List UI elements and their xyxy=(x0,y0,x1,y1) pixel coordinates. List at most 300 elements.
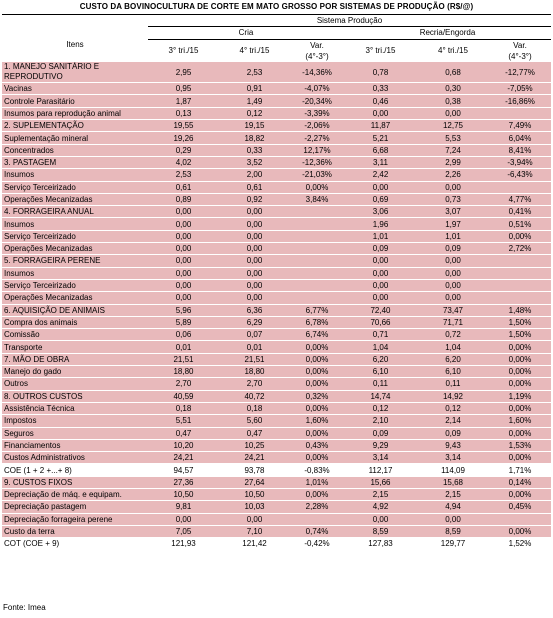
var-header-cria: Var. xyxy=(290,39,344,51)
table-row xyxy=(2,218,551,230)
table-row xyxy=(2,95,551,107)
recria-q4-cell: 0,00 xyxy=(417,255,489,267)
recria-var-cell: 1,60% xyxy=(489,415,551,427)
recria-q4-cell: 2,14 xyxy=(417,415,489,427)
recria-q3-cell: 3,14 xyxy=(344,452,417,464)
q3-header-cria: 3° tri./15 xyxy=(148,39,219,62)
recria-q3-cell: 2,10 xyxy=(344,415,417,427)
recria-q4-cell: 0,00 xyxy=(417,181,489,193)
row-label: Operações Mecanizadas xyxy=(2,193,148,205)
table-row xyxy=(2,243,551,255)
q4-header-cria: 4° tri./15 xyxy=(219,39,290,62)
cria-q4-cell: 3,52 xyxy=(219,156,290,168)
cria-q3-cell: 0,89 xyxy=(148,193,219,205)
var-sub-header-cria: (4°-3°) xyxy=(290,51,344,62)
recria-q3-cell: 0,69 xyxy=(344,193,417,205)
recria-q3-cell: 9,29 xyxy=(344,439,417,451)
cria-q3-cell: 1,87 xyxy=(148,95,219,107)
recria-q3-cell: 11,87 xyxy=(344,120,417,132)
table-row xyxy=(2,316,551,328)
cria-q4-cell: 0,01 xyxy=(219,341,290,353)
recria-q3-cell: 70,66 xyxy=(344,316,417,328)
cria-q4-cell: 0,18 xyxy=(219,402,290,414)
cria-q3-cell: 0,00 xyxy=(148,513,219,525)
recria-q3-cell: 1,04 xyxy=(344,341,417,353)
cria-q4-cell: 21,51 xyxy=(219,353,290,365)
table-row xyxy=(2,132,551,144)
recria-q3-cell: 4,92 xyxy=(344,501,417,513)
row-label: Compra dos animais xyxy=(2,316,148,328)
cria-q3-cell: 0,00 xyxy=(148,218,219,230)
cria-q3-cell: 0,61 xyxy=(148,181,219,193)
cria-q4-cell: 2,53 xyxy=(219,62,290,83)
cria-var-cell xyxy=(290,267,344,279)
table-row xyxy=(2,193,551,205)
recria-var-cell: 0,00% xyxy=(489,427,551,439)
recria-q4-cell: 1,01 xyxy=(417,230,489,242)
cria-var-cell: 6,78% xyxy=(290,316,344,328)
cria-q3-cell: 0,18 xyxy=(148,402,219,414)
row-label: COE (1 + 2 +...+ 8) xyxy=(2,464,148,476)
cria-var-cell xyxy=(290,230,344,242)
row-label: 1. MANEJO SANITÁRIO E REPRODUTIVO xyxy=(2,62,148,83)
row-label: Custo da terra xyxy=(2,525,148,537)
cria-var-cell: 0,00% xyxy=(290,402,344,414)
recria-var-cell: 0,14% xyxy=(489,476,551,488)
row-label: Transporte xyxy=(2,341,148,353)
cria-var-cell: 0,00% xyxy=(290,488,344,500)
recria-q3-cell: 0,00 xyxy=(344,107,417,119)
table-row xyxy=(2,169,551,181)
recria-q3-cell: 3,11 xyxy=(344,156,417,168)
cria-q4-cell: 0,47 xyxy=(219,427,290,439)
recria-var-cell: 0,00% xyxy=(489,230,551,242)
cria-q3-cell: 0,13 xyxy=(148,107,219,119)
cria-var-cell: 2,28% xyxy=(290,501,344,513)
recria-q3-cell: 1,96 xyxy=(344,218,417,230)
cria-q3-cell: 0,95 xyxy=(148,83,219,95)
row-label: Financiamentos xyxy=(2,439,148,451)
recria-var-cell: -12,77% xyxy=(489,62,551,83)
cria-q3-cell: 5,89 xyxy=(148,316,219,328)
row-label: 2. SUPLEMENTAÇÃO xyxy=(2,120,148,132)
table-row xyxy=(2,439,551,451)
recria-var-cell: 1,53% xyxy=(489,439,551,451)
cria-q4-cell: 19,15 xyxy=(219,120,290,132)
recria-var-cell: 8,41% xyxy=(489,144,551,156)
cria-q3-cell: 0,00 xyxy=(148,292,219,304)
recria-q3-cell: 0,00 xyxy=(344,255,417,267)
cria-var-cell xyxy=(290,255,344,267)
cria-q3-cell: 0,00 xyxy=(148,230,219,242)
row-label: COT (COE + 9) xyxy=(2,538,148,550)
cria-q3-cell: 0,00 xyxy=(148,255,219,267)
table-row xyxy=(2,230,551,242)
recria-q4-cell: 12,75 xyxy=(417,120,489,132)
row-label: Serviço Terceirizado xyxy=(2,279,148,291)
recria-q3-cell: 0,00 xyxy=(344,267,417,279)
recria-q3-cell: 0,12 xyxy=(344,402,417,414)
cria-var-cell xyxy=(290,292,344,304)
recria-var-cell: -3,94% xyxy=(489,156,551,168)
row-label: Manejo do gado xyxy=(2,366,148,378)
recria-q4-cell: 73,47 xyxy=(417,304,489,316)
recria-var-cell xyxy=(489,513,551,525)
cria-q4-cell: 0,92 xyxy=(219,193,290,205)
table-row xyxy=(2,501,551,513)
recria-q4-cell: 8,59 xyxy=(417,525,489,537)
recria-var-cell: 0,00% xyxy=(489,341,551,353)
cria-var-cell: -2,06% xyxy=(290,120,344,132)
cria-q4-cell: 5,60 xyxy=(219,415,290,427)
cria-q4-cell: 0,00 xyxy=(219,513,290,525)
recria-var-cell: 0,00% xyxy=(489,366,551,378)
cria-q3-cell: 7,05 xyxy=(148,525,219,537)
cria-q4-cell: 18,82 xyxy=(219,132,290,144)
cria-var-cell: -20,34% xyxy=(290,95,344,107)
recria-q3-cell: 0,71 xyxy=(344,329,417,341)
recria-var-cell: 0,51% xyxy=(489,218,551,230)
recria-q3-cell: 1,01 xyxy=(344,230,417,242)
q3-header-recria: 3° tri./15 xyxy=(344,39,417,62)
cria-q4-cell: 2,00 xyxy=(219,169,290,181)
recria-var-cell: 0,00% xyxy=(489,525,551,537)
recria-q3-cell: 112,17 xyxy=(344,464,417,476)
recria-q4-cell: 3,07 xyxy=(417,206,489,218)
cria-q3-cell: 2,70 xyxy=(148,378,219,390)
cria-q4-cell: 27,64 xyxy=(219,476,290,488)
row-label: Impostos xyxy=(2,415,148,427)
cria-q4-cell: 93,78 xyxy=(219,464,290,476)
recria-var-cell: 1,50% xyxy=(489,316,551,328)
cria-q3-cell: 10,20 xyxy=(148,439,219,451)
cria-q4-cell: 0,00 xyxy=(219,230,290,242)
recria-q3-cell: 0,11 xyxy=(344,378,417,390)
cria-q3-cell: 9,81 xyxy=(148,501,219,513)
cria-q3-cell: 10,50 xyxy=(148,488,219,500)
cria-var-cell: 0,74% xyxy=(290,525,344,537)
table-row xyxy=(2,353,551,365)
table-row xyxy=(2,304,551,316)
row-label: Controle Parasitário xyxy=(2,95,148,107)
row-label: 7. MÃO DE OBRA xyxy=(2,353,148,365)
cria-q3-cell: 0,00 xyxy=(148,267,219,279)
recria-q4-cell: 3,14 xyxy=(417,452,489,464)
cria-q3-cell: 0,01 xyxy=(148,341,219,353)
recria-q3-cell: 0,33 xyxy=(344,83,417,95)
row-label: Serviço Terceirizado xyxy=(2,181,148,193)
recria-q3-cell: 6,68 xyxy=(344,144,417,156)
recria-q4-cell: 4,94 xyxy=(417,501,489,513)
cria-var-cell: 6,77% xyxy=(290,304,344,316)
table-row xyxy=(2,279,551,291)
recria-q4-cell: 2,15 xyxy=(417,488,489,500)
table-row xyxy=(2,292,551,304)
table-row xyxy=(2,452,551,464)
cria-var-cell: -4,07% xyxy=(290,83,344,95)
table-row xyxy=(2,366,551,378)
recria-q4-cell: 1,97 xyxy=(417,218,489,230)
recria-q4-cell: 2,26 xyxy=(417,169,489,181)
cria-q3-cell: 2,53 xyxy=(148,169,219,181)
q4-header-recria: 4° tri./15 xyxy=(417,39,489,62)
table-row xyxy=(2,255,551,267)
table-row xyxy=(2,427,551,439)
recria-var-cell: 0,00% xyxy=(489,452,551,464)
cria-q4-cell: 2,70 xyxy=(219,378,290,390)
recria-var-cell xyxy=(489,107,551,119)
recria-q4-cell: 0,09 xyxy=(417,427,489,439)
cria-var-cell: 0,00% xyxy=(290,341,344,353)
table-row xyxy=(2,206,551,218)
recria-q4-cell: 7,24 xyxy=(417,144,489,156)
recria-q3-cell: 8,59 xyxy=(344,525,417,537)
recria-q4-cell: 0,73 xyxy=(417,193,489,205)
recria-q3-cell: 15,66 xyxy=(344,476,417,488)
cria-var-cell: 0,00% xyxy=(290,427,344,439)
table-row xyxy=(2,341,551,353)
recria-q4-cell: 0,00 xyxy=(417,107,489,119)
cria-q3-cell: 4,02 xyxy=(148,156,219,168)
table-row xyxy=(2,538,551,550)
table-title: CUSTO DA BOVINOCULTURA DE CORTE EM MATO GROSSO POR SISTEMAS DE PRODUÇÃO (R$/@) xyxy=(79,2,474,11)
cria-q3-cell: 94,57 xyxy=(148,464,219,476)
row-label: Depreciação forrageira perene xyxy=(2,513,148,525)
cria-q4-cell: 0,07 xyxy=(219,329,290,341)
row-label: Custos Administrativos xyxy=(2,452,148,464)
cria-var-cell xyxy=(290,206,344,218)
row-label: 3. PASTAGEM xyxy=(2,156,148,168)
cria-q3-cell: 19,55 xyxy=(148,120,219,132)
cria-q4-cell: 0,00 xyxy=(219,218,290,230)
recria-var-cell: 0,00% xyxy=(489,402,551,414)
cria-var-cell: -3,39% xyxy=(290,107,344,119)
recria-var-cell: 4,77% xyxy=(489,193,551,205)
recria-header: Recria/Engorda xyxy=(344,27,551,39)
row-label: Concentrados xyxy=(2,144,148,156)
cria-var-cell: 0,00% xyxy=(290,378,344,390)
cria-q4-cell: 0,91 xyxy=(219,83,290,95)
recria-q3-cell: 0,00 xyxy=(344,292,417,304)
recria-var-cell: 0,00% xyxy=(489,353,551,365)
var-header-recria: Var. xyxy=(489,39,551,51)
recria-q3-cell: 6,20 xyxy=(344,353,417,365)
cria-var-cell: 1,01% xyxy=(290,476,344,488)
recria-q4-cell: 0,72 xyxy=(417,329,489,341)
recria-q3-cell: 0,00 xyxy=(344,279,417,291)
row-label: Depreciação pastagem xyxy=(2,501,148,513)
table-row xyxy=(2,120,551,132)
cria-q4-cell: 10,25 xyxy=(219,439,290,451)
recria-var-cell: 1,71% xyxy=(489,464,551,476)
cria-var-cell xyxy=(290,279,344,291)
cria-var-cell xyxy=(290,218,344,230)
cria-q3-cell: 40,59 xyxy=(148,390,219,402)
cria-q4-cell: 0,00 xyxy=(219,255,290,267)
recria-var-cell: 0,45% xyxy=(489,501,551,513)
header-spacer xyxy=(2,15,148,27)
recria-var-cell: 0,00% xyxy=(489,488,551,500)
cria-var-cell: 0,00% xyxy=(290,181,344,193)
cria-var-cell: 0,00% xyxy=(290,353,344,365)
recria-q4-cell: 6,10 xyxy=(417,366,489,378)
cria-q4-cell: 1,49 xyxy=(219,95,290,107)
row-label: 6. AQUISIÇÃO DE ANIMAIS xyxy=(2,304,148,316)
cria-q4-cell: 0,00 xyxy=(219,243,290,255)
recria-q4-cell: 0,38 xyxy=(417,95,489,107)
row-label: 8. OUTROS CUSTOS xyxy=(2,390,148,402)
cria-var-cell: 0,32% xyxy=(290,390,344,402)
row-label: Assistência Técnica xyxy=(2,402,148,414)
recria-var-cell: 6,04% xyxy=(489,132,551,144)
cria-var-cell: 0,00% xyxy=(290,366,344,378)
table-row xyxy=(2,107,551,119)
recria-q3-cell: 3,06 xyxy=(344,206,417,218)
recria-q3-cell: 14,74 xyxy=(344,390,417,402)
cria-q3-cell: 0,00 xyxy=(148,243,219,255)
items-header: Itens xyxy=(2,27,148,62)
recria-q4-cell: 0,00 xyxy=(417,292,489,304)
cost-table xyxy=(2,14,551,550)
recria-q4-cell: 2,99 xyxy=(417,156,489,168)
row-label: Operações Mecanizadas xyxy=(2,243,148,255)
row-label: Insumos xyxy=(2,169,148,181)
cria-var-cell: 0,43% xyxy=(290,439,344,451)
row-label: Insumos xyxy=(2,267,148,279)
recria-var-cell: -6,43% xyxy=(489,169,551,181)
table-row xyxy=(2,390,551,402)
table-row xyxy=(2,144,551,156)
cria-q4-cell: 0,33 xyxy=(219,144,290,156)
recria-q4-cell: 0,00 xyxy=(417,513,489,525)
row-label: 4. FORRAGEIRA ANUAL xyxy=(2,206,148,218)
cria-q4-cell: 0,00 xyxy=(219,292,290,304)
cria-q3-cell: 19,26 xyxy=(148,132,219,144)
cria-var-cell: -14,36% xyxy=(290,62,344,83)
recria-q4-cell: 0,68 xyxy=(417,62,489,83)
recria-q4-cell: 0,30 xyxy=(417,83,489,95)
var-sub-header-recria: (4°-3°) xyxy=(489,51,551,62)
recria-q4-cell: 0,12 xyxy=(417,402,489,414)
cria-q4-cell: 0,61 xyxy=(219,181,290,193)
row-label: Operações Mecanizadas xyxy=(2,292,148,304)
cria-q3-cell: 24,21 xyxy=(148,452,219,464)
row-label: 9. CUSTOS FIXOS xyxy=(2,476,148,488)
cria-q3-cell: 0,47 xyxy=(148,427,219,439)
row-label: Vacinas xyxy=(2,83,148,95)
cria-q4-cell: 24,21 xyxy=(219,452,290,464)
recria-var-cell: 1,52% xyxy=(489,538,551,550)
cria-q3-cell: 5,51 xyxy=(148,415,219,427)
recria-q4-cell: 5,53 xyxy=(417,132,489,144)
row-label: Insumos xyxy=(2,218,148,230)
cria-q4-cell: 10,03 xyxy=(219,501,290,513)
row-label: Insumos para reprodução animal xyxy=(2,107,148,119)
cria-q4-cell: 18,80 xyxy=(219,366,290,378)
system-header: Sistema Produção xyxy=(148,15,551,27)
cria-header: Cria xyxy=(148,27,344,39)
cria-var-cell: 6,74% xyxy=(290,329,344,341)
row-label: Suplementação mineral xyxy=(2,132,148,144)
recria-q4-cell: 114,09 xyxy=(417,464,489,476)
cria-var-cell: -2,27% xyxy=(290,132,344,144)
cria-q4-cell: 0,00 xyxy=(219,206,290,218)
cria-var-cell: -21,03% xyxy=(290,169,344,181)
recria-q3-cell: 0,00 xyxy=(344,181,417,193)
cria-q3-cell: 2,95 xyxy=(148,62,219,83)
recria-q4-cell: 0,11 xyxy=(417,378,489,390)
cria-q3-cell: 0,29 xyxy=(148,144,219,156)
cria-var-cell: -12,36% xyxy=(290,156,344,168)
recria-q4-cell: 71,71 xyxy=(417,316,489,328)
cria-q4-cell: 0,00 xyxy=(219,267,290,279)
cria-q4-cell: 6,29 xyxy=(219,316,290,328)
recria-var-cell: 1,19% xyxy=(489,390,551,402)
cria-var-cell: 1,60% xyxy=(290,415,344,427)
row-label: Comissão xyxy=(2,329,148,341)
cria-q3-cell: 27,36 xyxy=(148,476,219,488)
recria-q3-cell: 0,78 xyxy=(344,62,417,83)
recria-var-cell: 7,49% xyxy=(489,120,551,132)
recria-q3-cell: 0,46 xyxy=(344,95,417,107)
cria-q3-cell: 18,80 xyxy=(148,366,219,378)
recria-var-cell xyxy=(489,292,551,304)
row-label: Outros xyxy=(2,378,148,390)
recria-var-cell: 1,50% xyxy=(489,329,551,341)
cria-q4-cell: 40,72 xyxy=(219,390,290,402)
recria-var-cell: 0,41% xyxy=(489,206,551,218)
recria-q3-cell: 127,83 xyxy=(344,538,417,550)
recria-q3-cell: 5,21 xyxy=(344,132,417,144)
cria-var-cell: -0,83% xyxy=(290,464,344,476)
recria-q3-cell: 2,42 xyxy=(344,169,417,181)
recria-q3-cell: 0,00 xyxy=(344,513,417,525)
table-row xyxy=(2,488,551,500)
row-label: Seguros xyxy=(2,427,148,439)
cria-q4-cell: 10,50 xyxy=(219,488,290,500)
recria-var-cell: 0,00% xyxy=(489,378,551,390)
table-row xyxy=(2,415,551,427)
table-row xyxy=(2,267,551,279)
recria-q3-cell: 0,09 xyxy=(344,427,417,439)
recria-q4-cell: 6,20 xyxy=(417,353,489,365)
recria-q4-cell: 0,00 xyxy=(417,279,489,291)
recria-q4-cell: 14,92 xyxy=(417,390,489,402)
cria-q3-cell: 121,93 xyxy=(148,538,219,550)
table-row xyxy=(2,402,551,414)
recria-var-cell: 2,72% xyxy=(489,243,551,255)
cria-var-cell: 3,84% xyxy=(290,193,344,205)
cria-q4-cell: 0,12 xyxy=(219,107,290,119)
recria-q4-cell: 0,09 xyxy=(417,243,489,255)
table-row xyxy=(2,83,551,95)
cria-q4-cell: 7,10 xyxy=(219,525,290,537)
recria-var-cell: -7,05% xyxy=(489,83,551,95)
cria-var-cell: 12,17% xyxy=(290,144,344,156)
recria-q4-cell: 15,68 xyxy=(417,476,489,488)
cria-q3-cell: 0,06 xyxy=(148,329,219,341)
cria-var-cell: -0,42% xyxy=(290,538,344,550)
table-row xyxy=(2,513,551,525)
row-label: Serviço Terceirizado xyxy=(2,230,148,242)
table-row xyxy=(2,156,551,168)
cria-var-cell xyxy=(290,513,344,525)
source-note: Fonte: Imea xyxy=(3,603,46,612)
table-row xyxy=(2,62,551,83)
cria-q3-cell: 5,96 xyxy=(148,304,219,316)
recria-q4-cell: 9,43 xyxy=(417,439,489,451)
recria-q4-cell: 0,00 xyxy=(417,267,489,279)
